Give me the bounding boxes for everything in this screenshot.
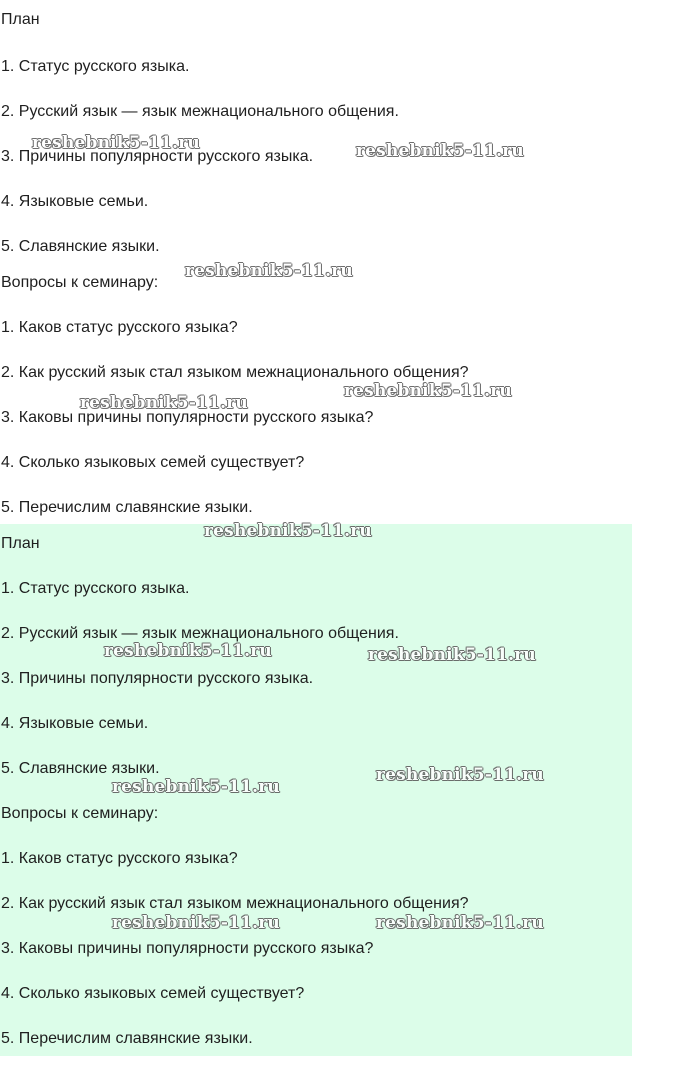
text-block-1 bbox=[0, 0, 632, 522]
question-item: 3. Каковы причины популярности русского языка? bbox=[1, 409, 374, 426]
plan-title: План bbox=[1, 535, 40, 552]
watermark: reshebnik5-11.ru bbox=[32, 133, 200, 153]
questions-title: Вопросы к семинару: bbox=[1, 805, 159, 822]
question-item: 2. Как русский язык стал языком межнационального общения? bbox=[1, 895, 469, 912]
watermark: reshebnik5-11.ru bbox=[112, 777, 280, 797]
text-block-2 bbox=[0, 524, 632, 1056]
watermark: reshebnik5-11.ru bbox=[112, 913, 280, 933]
questions-title: Вопросы к семинару: bbox=[1, 274, 159, 291]
question-item: 2. Как русский язык стал языком межнационального общения? bbox=[1, 364, 469, 381]
question-item: 1. Каков статус русского языка? bbox=[1, 319, 238, 336]
watermark: reshebnik5-11.ru bbox=[185, 261, 353, 281]
watermark: reshebnik5-11.ru bbox=[376, 913, 544, 933]
plan-item: 3. Причины популярности русского языка. bbox=[1, 670, 314, 687]
plan-item: 4. Языковые семьи. bbox=[1, 715, 149, 732]
watermark: reshebnik5-11.ru bbox=[104, 641, 272, 661]
watermark: reshebnik5-11.ru bbox=[376, 765, 544, 785]
question-item: 5. Перечислим славянские языки. bbox=[1, 499, 253, 516]
plan-item: 2. Русский язык — язык межнационального общения. bbox=[1, 103, 399, 120]
watermark: reshebnik5-11.ru bbox=[344, 381, 512, 401]
plan-item: 3. Причины популярности русского языка. bbox=[1, 148, 314, 165]
question-item: 4. Сколько языковых семей существует? bbox=[1, 985, 305, 1002]
plan-item: 1. Статус русского языка. bbox=[1, 58, 190, 75]
plan-item: 1. Статус русского языка. bbox=[1, 580, 190, 597]
question-item: 3. Каковы причины популярности русского языка? bbox=[1, 940, 374, 957]
watermark: reshebnik5-11.ru bbox=[368, 645, 536, 665]
plan-item: 2. Русский язык — язык межнационального общения. bbox=[1, 625, 399, 642]
plan-item: 5. Славянские языки. bbox=[1, 760, 160, 777]
watermark: reshebnik5-11.ru bbox=[204, 521, 372, 541]
watermark: reshebnik5-11.ru bbox=[80, 393, 248, 413]
watermark: reshebnik5-11.ru bbox=[356, 141, 524, 161]
question-item: 1. Каков статус русского языка? bbox=[1, 850, 238, 867]
plan-item: 5. Славянские языки. bbox=[1, 238, 160, 255]
plan-title: План bbox=[1, 11, 40, 28]
question-item: 5. Перечислим славянские языки. bbox=[1, 1030, 253, 1047]
question-item: 4. Сколько языковых семей существует? bbox=[1, 454, 305, 471]
plan-item: 4. Языковые семьи. bbox=[1, 193, 149, 210]
